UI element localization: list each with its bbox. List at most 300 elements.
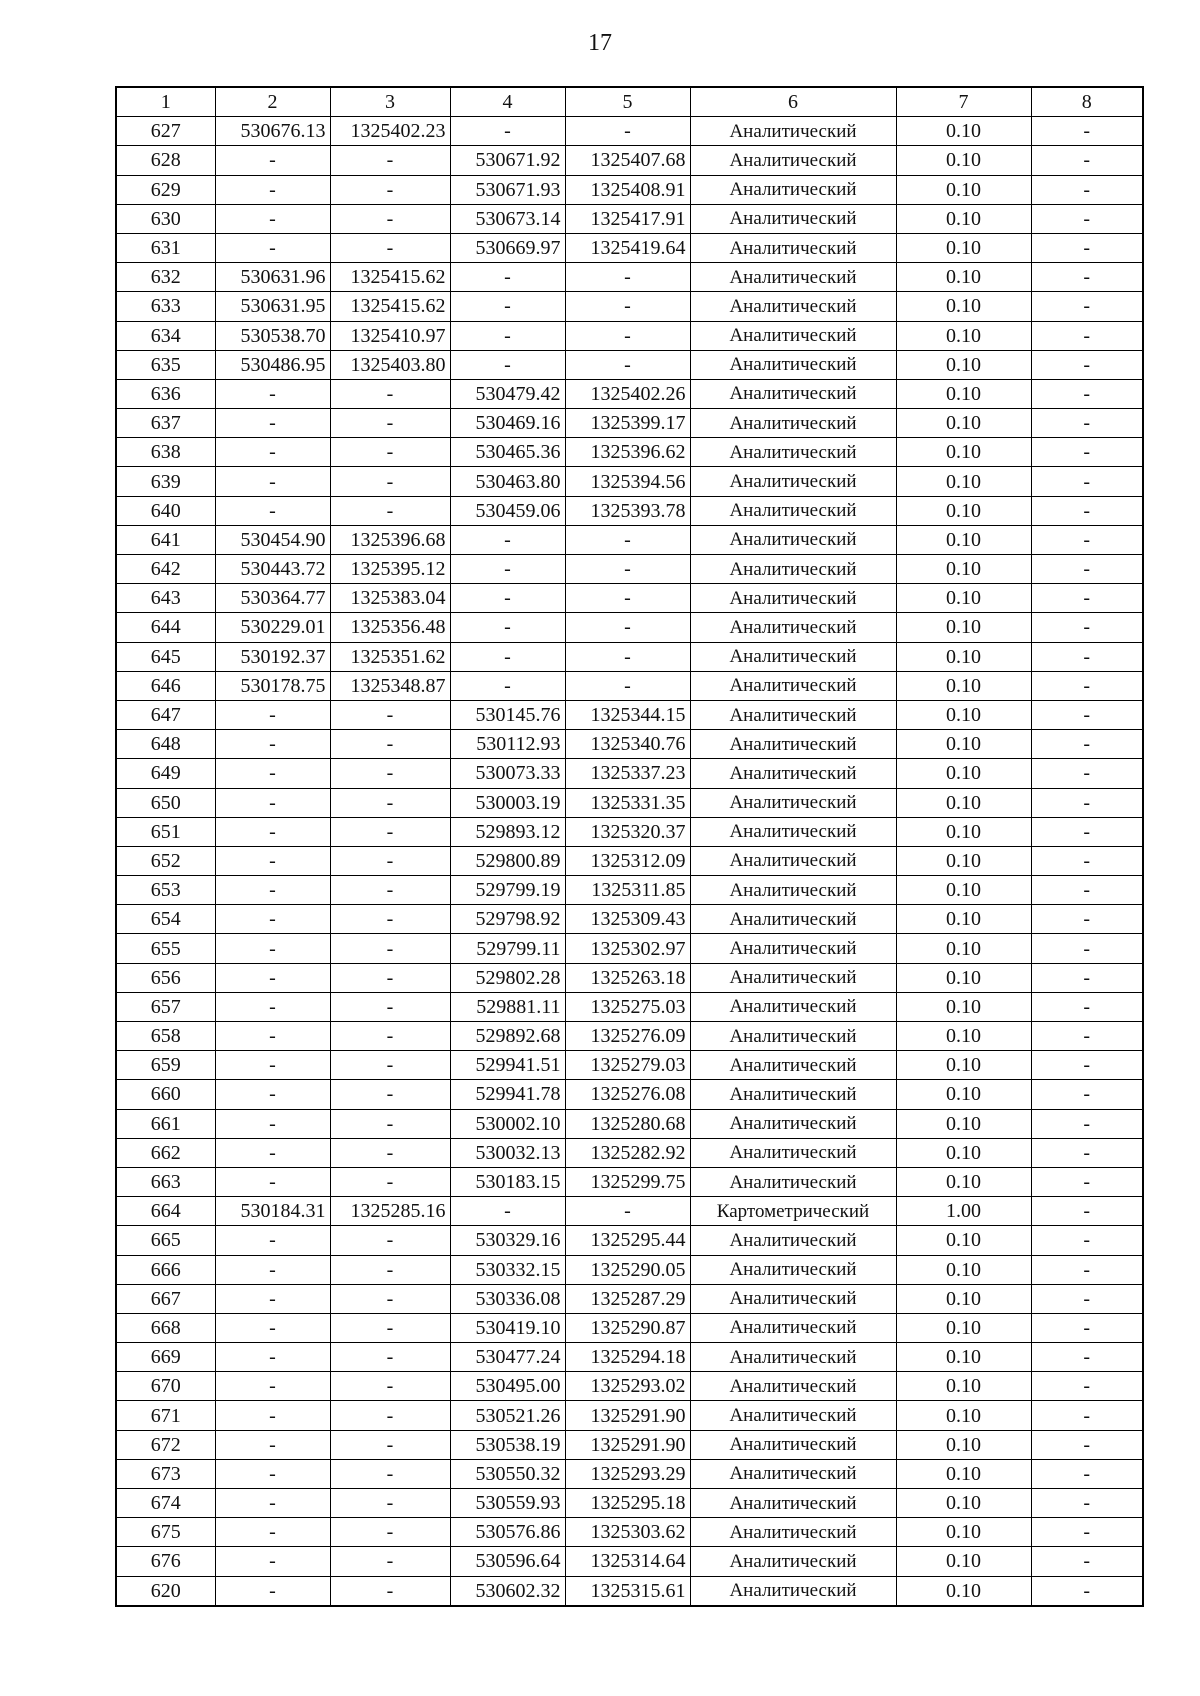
table-cell-col-4: 530550.32 <box>450 1459 565 1488</box>
table-cell-col-8: - <box>1031 321 1143 350</box>
table-row <box>116 321 1143 350</box>
table-cell-col-2: - <box>215 204 330 233</box>
table-cell-col-7: 0.10 <box>896 788 1031 817</box>
table-cell-col-5: 1325276.09 <box>565 1022 690 1051</box>
table-cell-col-6: Аналитический <box>690 1430 896 1459</box>
table-cell-col-1: 672 <box>116 1430 215 1459</box>
table-cell-col-1: 643 <box>116 584 215 613</box>
table-cell-col-6: Аналитический <box>690 905 896 934</box>
table-cell-col-4: 529802.28 <box>450 963 565 992</box>
table-cell-col-5: 1325344.15 <box>565 700 690 729</box>
table-cell-col-2: - <box>215 1401 330 1430</box>
table-cell-col-3: 1325396.68 <box>330 525 450 554</box>
table-cell-col-3: - <box>330 1255 450 1284</box>
table-cell-col-4: 529941.78 <box>450 1080 565 1109</box>
table-cell-col-6: Аналитический <box>690 730 896 759</box>
table-cell-col-3: 1325285.16 <box>330 1197 450 1226</box>
table-cell-col-5: 1325396.62 <box>565 438 690 467</box>
table-cell-col-1: 657 <box>116 992 215 1021</box>
table-cell-col-6: Аналитический <box>690 555 896 584</box>
column-header-3: 3 <box>330 87 450 117</box>
table-cell-col-1: 644 <box>116 613 215 642</box>
table-cell-col-4: - <box>450 671 565 700</box>
table-cell-col-6: Аналитический <box>690 379 896 408</box>
table-row <box>116 1109 1143 1138</box>
table-cell-col-6: Аналитический <box>690 963 896 992</box>
table-cell-col-5: - <box>565 1197 690 1226</box>
table-cell-col-4: 530477.24 <box>450 1343 565 1372</box>
table-cell-col-4: 530521.26 <box>450 1401 565 1430</box>
table-row <box>116 730 1143 759</box>
table-row <box>116 1459 1143 1488</box>
table-cell-col-1: 620 <box>116 1576 215 1606</box>
table-cell-col-6: Аналитический <box>690 1547 896 1576</box>
table-cell-col-2: - <box>215 1080 330 1109</box>
table-cell-col-8: - <box>1031 1080 1143 1109</box>
table-cell-col-5: 1325290.05 <box>565 1255 690 1284</box>
table-cell-col-6: Аналитический <box>690 992 896 1021</box>
table-cell-col-1: 649 <box>116 759 215 788</box>
table-cell-col-7: 0.10 <box>896 1080 1031 1109</box>
table-cell-col-2: 530229.01 <box>215 613 330 642</box>
table-row <box>116 846 1143 875</box>
table-cell-col-6: Аналитический <box>690 1489 896 1518</box>
column-header-4: 4 <box>450 87 565 117</box>
table-cell-col-8: - <box>1031 934 1143 963</box>
table-cell-col-8: - <box>1031 1576 1143 1606</box>
table-cell-col-8: - <box>1031 1197 1143 1226</box>
table-cell-col-1: 630 <box>116 204 215 233</box>
table-cell-col-6: Аналитический <box>690 1167 896 1196</box>
table-cell-col-1: 664 <box>116 1197 215 1226</box>
table-cell-col-5: 1325303.62 <box>565 1518 690 1547</box>
table-cell-col-4: 530469.16 <box>450 409 565 438</box>
table-row <box>116 1255 1143 1284</box>
table-cell-col-1: 639 <box>116 467 215 496</box>
table-cell-col-4: 530671.93 <box>450 175 565 204</box>
column-header-1: 1 <box>116 87 215 117</box>
table-cell-col-2: - <box>215 730 330 759</box>
table-cell-col-7: 0.10 <box>896 613 1031 642</box>
table-cell-col-2: 530538.70 <box>215 321 330 350</box>
table-row <box>116 963 1143 992</box>
table-cell-col-4: 530479.42 <box>450 379 565 408</box>
table-cell-col-2: - <box>215 846 330 875</box>
column-header-5: 5 <box>565 87 690 117</box>
table-cell-col-1: 654 <box>116 905 215 934</box>
table-cell-col-7: 0.10 <box>896 846 1031 875</box>
table-cell-col-4: 530112.93 <box>450 730 565 759</box>
table-cell-col-4: 530465.36 <box>450 438 565 467</box>
table-cell-col-6: Аналитический <box>690 1518 896 1547</box>
table-cell-col-4: 530332.15 <box>450 1255 565 1284</box>
table-cell-col-8: - <box>1031 1489 1143 1518</box>
table-cell-col-7: 0.10 <box>896 905 1031 934</box>
table-cell-col-7: 0.10 <box>896 584 1031 613</box>
table-cell-col-2: - <box>215 817 330 846</box>
table-cell-col-6: Аналитический <box>690 1022 896 1051</box>
table-cell-col-6: Аналитический <box>690 1401 896 1430</box>
table-cell-col-8: - <box>1031 759 1143 788</box>
table-cell-col-6: Аналитический <box>690 584 896 613</box>
table-cell-col-3: - <box>330 1022 450 1051</box>
table-cell-col-3: - <box>330 1372 450 1401</box>
table-cell-col-5: 1325291.90 <box>565 1401 690 1430</box>
table-cell-col-7: 0.10 <box>896 671 1031 700</box>
table-cell-col-4: - <box>450 292 565 321</box>
table-cell-col-6: Аналитический <box>690 292 896 321</box>
table-cell-col-5: 1325293.29 <box>565 1459 690 1488</box>
table-cell-col-1: 633 <box>116 292 215 321</box>
table-cell-col-1: 646 <box>116 671 215 700</box>
table-row <box>116 992 1143 1021</box>
table-cell-col-7: 0.10 <box>896 350 1031 379</box>
table-cell-col-5: 1325295.44 <box>565 1226 690 1255</box>
table-cell-col-2: - <box>215 1226 330 1255</box>
table-cell-col-4: - <box>450 321 565 350</box>
table-row <box>116 409 1143 438</box>
table-cell-col-3: - <box>330 759 450 788</box>
table-cell-col-4: - <box>450 117 565 146</box>
table-cell-col-4: 530073.33 <box>450 759 565 788</box>
table-cell-col-2: 530631.95 <box>215 292 330 321</box>
table-cell-col-3: 1325415.62 <box>330 292 450 321</box>
table-cell-col-5: 1325280.68 <box>565 1109 690 1138</box>
table-cell-col-8: - <box>1031 409 1143 438</box>
table-cell-col-3: - <box>330 1547 450 1576</box>
table-row <box>116 1226 1143 1255</box>
table-row <box>116 1372 1143 1401</box>
table-cell-col-5: - <box>565 117 690 146</box>
table-cell-col-7: 0.10 <box>896 496 1031 525</box>
table-cell-col-1: 629 <box>116 175 215 204</box>
table-cell-col-8: - <box>1031 175 1143 204</box>
table-row <box>116 263 1143 292</box>
table-cell-col-8: - <box>1031 1372 1143 1401</box>
table-cell-col-3: 1325402.23 <box>330 117 450 146</box>
table-cell-col-3: - <box>330 379 450 408</box>
table-cell-col-5: - <box>565 292 690 321</box>
table-row <box>116 788 1143 817</box>
table-cell-col-7: 0.10 <box>896 1489 1031 1518</box>
table-cell-col-7: 0.10 <box>896 233 1031 262</box>
table-cell-col-8: - <box>1031 963 1143 992</box>
column-header-2: 2 <box>215 87 330 117</box>
table-cell-col-8: - <box>1031 379 1143 408</box>
table-cell-col-3: - <box>330 730 450 759</box>
table-cell-col-6: Аналитический <box>690 233 896 262</box>
table-cell-col-2: 530454.90 <box>215 525 330 554</box>
table-cell-col-1: 658 <box>116 1022 215 1051</box>
table-cell-col-8: - <box>1031 584 1143 613</box>
table-cell-col-7: 0.10 <box>896 263 1031 292</box>
table-cell-col-2: - <box>215 438 330 467</box>
table-cell-col-2: - <box>215 759 330 788</box>
table-cell-col-2: - <box>215 1547 330 1576</box>
table-cell-col-5: 1325276.08 <box>565 1080 690 1109</box>
table-cell-col-3: - <box>330 146 450 175</box>
table-cell-col-5: - <box>565 613 690 642</box>
table-cell-col-3: - <box>330 1401 450 1430</box>
table-cell-col-2: - <box>215 146 330 175</box>
table-cell-col-3: - <box>330 1313 450 1342</box>
table-cell-col-5: - <box>565 263 690 292</box>
table-cell-col-5: 1325287.29 <box>565 1284 690 1313</box>
table-cell-col-4: 530671.92 <box>450 146 565 175</box>
table-cell-col-4: 530576.86 <box>450 1518 565 1547</box>
table-cell-col-3: - <box>330 876 450 905</box>
table-cell-col-8: - <box>1031 1459 1143 1488</box>
table-cell-col-5: 1325340.76 <box>565 730 690 759</box>
table-cell-col-8: - <box>1031 1284 1143 1313</box>
table-cell-col-5: - <box>565 584 690 613</box>
table-cell-col-8: - <box>1031 496 1143 525</box>
table-cell-col-3: - <box>330 1226 450 1255</box>
column-header-7: 7 <box>896 87 1031 117</box>
table-cell-col-1: 662 <box>116 1138 215 1167</box>
table-row <box>116 642 1143 671</box>
table-row <box>116 934 1143 963</box>
table-cell-col-1: 659 <box>116 1051 215 1080</box>
table-cell-col-7: 0.10 <box>896 730 1031 759</box>
table-cell-col-2: - <box>215 992 330 1021</box>
table-cell-col-5: 1325407.68 <box>565 146 690 175</box>
table-cell-col-6: Аналитический <box>690 1284 896 1313</box>
table-cell-col-5: - <box>565 671 690 700</box>
table-cell-col-5: 1325399.17 <box>565 409 690 438</box>
table-cell-col-2: - <box>215 1459 330 1488</box>
table-cell-col-7: 0.10 <box>896 1051 1031 1080</box>
table-cell-col-2: - <box>215 496 330 525</box>
table-row <box>116 1167 1143 1196</box>
table-cell-col-8: - <box>1031 730 1143 759</box>
table-cell-col-3: - <box>330 467 450 496</box>
coordinates-table <box>115 86 1144 1607</box>
table-cell-col-8: - <box>1031 876 1143 905</box>
table-cell-col-7: 0.10 <box>896 1430 1031 1459</box>
table-cell-col-1: 668 <box>116 1313 215 1342</box>
table-cell-col-4: 529798.92 <box>450 905 565 934</box>
table-cell-col-5: 1325275.03 <box>565 992 690 1021</box>
table-cell-col-7: 0.10 <box>896 1138 1031 1167</box>
table-cell-col-7: 0.10 <box>896 1313 1031 1342</box>
table-cell-col-3: - <box>330 1138 450 1167</box>
table-cell-col-6: Аналитический <box>690 1080 896 1109</box>
table-cell-col-2: - <box>215 1255 330 1284</box>
table-cell-col-3: - <box>330 1459 450 1488</box>
table-cell-col-7: 0.10 <box>896 409 1031 438</box>
table-cell-col-6: Аналитический <box>690 759 896 788</box>
table-cell-col-2: - <box>215 409 330 438</box>
table-cell-col-8: - <box>1031 1401 1143 1430</box>
table-cell-col-3: - <box>330 1343 450 1372</box>
table-cell-col-4: - <box>450 613 565 642</box>
table-cell-col-2: - <box>215 1343 330 1372</box>
table-header-row <box>116 87 1143 117</box>
table-cell-col-6: Аналитический <box>690 613 896 642</box>
table-cell-col-4: 530003.19 <box>450 788 565 817</box>
table-cell-col-1: 650 <box>116 788 215 817</box>
table-cell-col-4: 529893.12 <box>450 817 565 846</box>
table-cell-col-5: 1325295.18 <box>565 1489 690 1518</box>
table-cell-col-3: - <box>330 1167 450 1196</box>
table-cell-col-2: - <box>215 1167 330 1196</box>
table-cell-col-7: 0.10 <box>896 1401 1031 1430</box>
table-cell-col-2: - <box>215 1518 330 1547</box>
table-cell-col-5: 1325417.91 <box>565 204 690 233</box>
table-row <box>116 817 1143 846</box>
table-cell-col-3: 1325403.80 <box>330 350 450 379</box>
table-cell-col-3: - <box>330 233 450 262</box>
table-cell-col-4: 530183.15 <box>450 1167 565 1196</box>
page-number: 17 <box>588 30 612 56</box>
table-cell-col-1: 637 <box>116 409 215 438</box>
table-cell-col-4: 530329.16 <box>450 1226 565 1255</box>
table-cell-col-6: Аналитический <box>690 525 896 554</box>
table-cell-col-5: - <box>565 350 690 379</box>
table-cell-col-5: 1325291.90 <box>565 1430 690 1459</box>
table-cell-col-8: - <box>1031 1226 1143 1255</box>
table-cell-col-7: 0.10 <box>896 1459 1031 1488</box>
table-cell-col-8: - <box>1031 1547 1143 1576</box>
table-cell-col-5: - <box>565 525 690 554</box>
column-header-8: 8 <box>1031 87 1143 117</box>
table-cell-col-6: Аналитический <box>690 438 896 467</box>
table-cell-col-3: - <box>330 817 450 846</box>
table-cell-col-6: Аналитический <box>690 1051 896 1080</box>
table-cell-col-8: - <box>1031 788 1143 817</box>
table-cell-col-5: 1325279.03 <box>565 1051 690 1080</box>
table-cell-col-6: Аналитический <box>690 700 896 729</box>
table-cell-col-8: - <box>1031 1518 1143 1547</box>
table-cell-col-3: - <box>330 1518 450 1547</box>
table-cell-col-5: 1325293.02 <box>565 1372 690 1401</box>
table-cell-col-4: 530673.14 <box>450 204 565 233</box>
table-cell-col-1: 651 <box>116 817 215 846</box>
table-cell-col-6: Аналитический <box>690 117 896 146</box>
table-cell-col-3: 1325395.12 <box>330 555 450 584</box>
table-cell-col-3: - <box>330 905 450 934</box>
table-cell-col-8: - <box>1031 992 1143 1021</box>
table-row <box>116 1051 1143 1080</box>
table-row <box>116 1284 1143 1313</box>
table-cell-col-2: - <box>215 175 330 204</box>
table-row <box>116 175 1143 204</box>
table-cell-col-1: 627 <box>116 117 215 146</box>
table-cell-col-2: 530364.77 <box>215 584 330 613</box>
table-cell-col-4: 529799.19 <box>450 876 565 905</box>
table-cell-col-7: 0.10 <box>896 438 1031 467</box>
table-cell-col-1: 669 <box>116 1343 215 1372</box>
table-row <box>116 1547 1143 1576</box>
table-row <box>116 1576 1143 1606</box>
table-cell-col-1: 647 <box>116 700 215 729</box>
table-cell-col-2: - <box>215 467 330 496</box>
table-cell-col-2: - <box>215 1109 330 1138</box>
table-cell-col-5: 1325337.23 <box>565 759 690 788</box>
table-cell-col-6: Аналитический <box>690 1313 896 1342</box>
table-cell-col-7: 0.10 <box>896 1372 1031 1401</box>
table-cell-col-3: - <box>330 788 450 817</box>
table-cell-col-8: - <box>1031 1430 1143 1459</box>
table-cell-col-8: - <box>1031 204 1143 233</box>
table-cell-col-4: 530669.97 <box>450 233 565 262</box>
table-row <box>116 117 1143 146</box>
table-cell-col-4: 529892.68 <box>450 1022 565 1051</box>
table-cell-col-6: Аналитический <box>690 846 896 875</box>
table-cell-col-4: 530145.76 <box>450 700 565 729</box>
table-cell-col-5: - <box>565 642 690 671</box>
table-cell-col-4: 530602.32 <box>450 1576 565 1606</box>
table-cell-col-5: 1325309.43 <box>565 905 690 934</box>
table-cell-col-4: 530495.00 <box>450 1372 565 1401</box>
table-cell-col-4: 530538.19 <box>450 1430 565 1459</box>
table-cell-col-7: 0.10 <box>896 292 1031 321</box>
table-cell-col-5: 1325302.97 <box>565 934 690 963</box>
table-cell-col-3: - <box>330 1489 450 1518</box>
table-cell-col-4: - <box>450 555 565 584</box>
table-cell-col-1: 642 <box>116 555 215 584</box>
table-row <box>116 876 1143 905</box>
table-row <box>116 379 1143 408</box>
table-cell-col-1: 655 <box>116 934 215 963</box>
table-row <box>116 613 1143 642</box>
table-cell-col-4: - <box>450 584 565 613</box>
table-cell-col-8: - <box>1031 1167 1143 1196</box>
table-cell-col-7: 0.10 <box>896 204 1031 233</box>
table-cell-col-5: 1325263.18 <box>565 963 690 992</box>
table-cell-col-1: 667 <box>116 1284 215 1313</box>
table-cell-col-6: Аналитический <box>690 817 896 846</box>
table-row <box>116 905 1143 934</box>
table-cell-col-7: 0.10 <box>896 963 1031 992</box>
table-row <box>116 350 1143 379</box>
table-cell-col-7: 0.10 <box>896 1226 1031 1255</box>
table-row <box>116 1401 1143 1430</box>
table-cell-col-1: 671 <box>116 1401 215 1430</box>
table-cell-col-3: - <box>330 1109 450 1138</box>
table-row <box>116 525 1143 554</box>
table-cell-col-5: 1325314.64 <box>565 1547 690 1576</box>
table-cell-col-4: 530419.10 <box>450 1313 565 1342</box>
table-cell-col-7: 0.10 <box>896 1284 1031 1313</box>
table-cell-col-7: 0.10 <box>896 1167 1031 1196</box>
table-cell-col-3: - <box>330 175 450 204</box>
table-cell-col-8: - <box>1031 146 1143 175</box>
table-cell-col-1: 638 <box>116 438 215 467</box>
table-cell-col-6: Аналитический <box>690 876 896 905</box>
table-cell-col-1: 631 <box>116 233 215 262</box>
table-cell-col-4: 530002.10 <box>450 1109 565 1138</box>
table-cell-col-7: 0.10 <box>896 817 1031 846</box>
table-cell-col-6: Аналитический <box>690 1576 896 1606</box>
table-cell-col-2: 530184.31 <box>215 1197 330 1226</box>
table-cell-col-2: 530486.95 <box>215 350 330 379</box>
table-cell-col-1: 636 <box>116 379 215 408</box>
table-cell-col-6: Аналитический <box>690 321 896 350</box>
table-cell-col-1: 665 <box>116 1226 215 1255</box>
table-row <box>116 555 1143 584</box>
table-row <box>116 467 1143 496</box>
table-cell-col-7: 0.10 <box>896 321 1031 350</box>
table-cell-col-4: 530596.64 <box>450 1547 565 1576</box>
table-cell-col-4: - <box>450 642 565 671</box>
table-cell-col-4: - <box>450 525 565 554</box>
table-row <box>116 1080 1143 1109</box>
table-cell-col-8: - <box>1031 846 1143 875</box>
table-cell-col-4: 529799.11 <box>450 934 565 963</box>
table-cell-col-7: 0.10 <box>896 1547 1031 1576</box>
